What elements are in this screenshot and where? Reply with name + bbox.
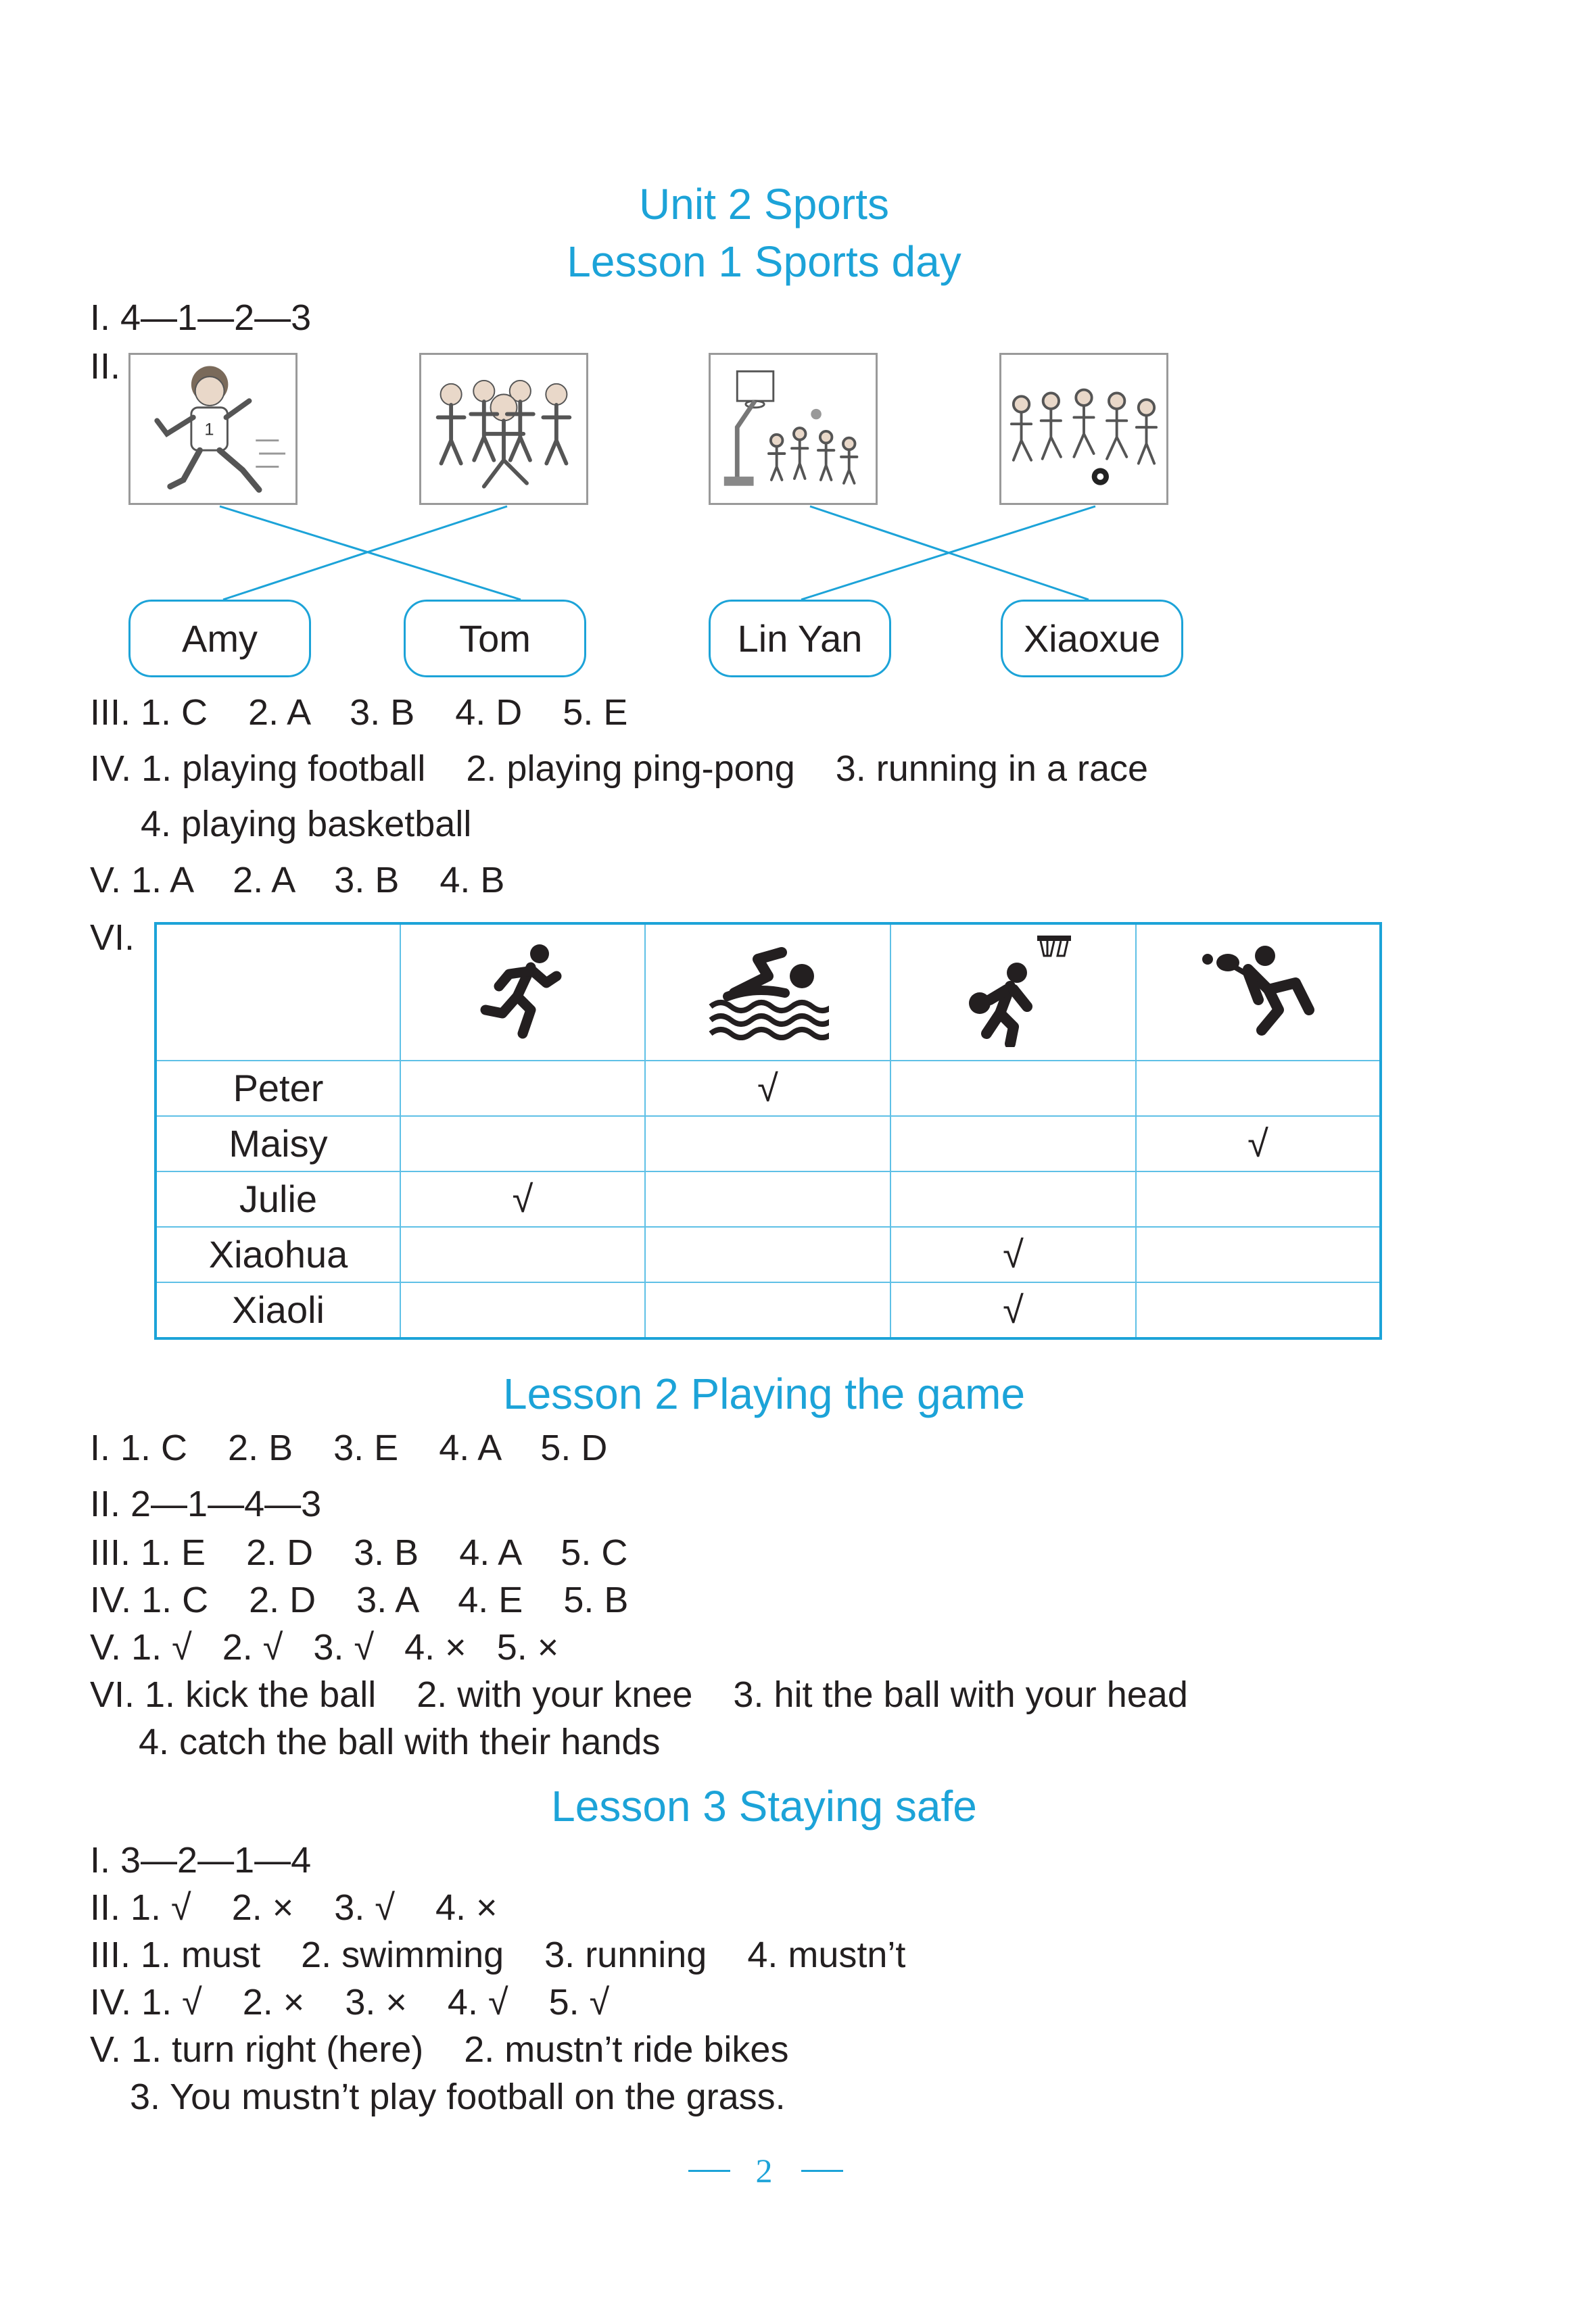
check-cell bbox=[400, 1227, 645, 1282]
matching-lines bbox=[0, 0, 1593, 608]
l1-q4-line2: 4. playing basketball bbox=[141, 804, 472, 844]
swimming-cell bbox=[645, 923, 890, 1061]
l2-line: III. 1. E 2. D 3. B 4. A 5. C bbox=[90, 1532, 628, 1573]
l3-line: I. 3—2—1—4 bbox=[90, 1840, 312, 1881]
swimming-icon bbox=[707, 939, 829, 1040]
l2-line: IV. 1. C 2. D 3. A 4. E 5. B bbox=[90, 1580, 629, 1620]
row-name: Xiaohua bbox=[156, 1227, 400, 1282]
check-cell bbox=[1136, 1171, 1381, 1227]
name-linyan: Lin Yan bbox=[737, 616, 863, 660]
name-amy: Amy bbox=[182, 616, 258, 660]
l3-line: III. 1. must 2. swimming 3. running 4. mustn’t bbox=[90, 1935, 906, 1975]
l1-q6-label: VI. bbox=[90, 917, 135, 958]
l1-q4-line1: IV. 1. playing football 2. playing ping-pong 3. running in a race bbox=[90, 748, 1149, 789]
l2-line: VI. 1. kick the ball 2. with your knee 3. hit the ball with your head bbox=[90, 1674, 1188, 1715]
page-number-rule-right bbox=[801, 2170, 843, 2172]
check-cell: √ bbox=[890, 1282, 1136, 1338]
l3-line: V. 1. turn right (here) 2. mustn’t ride bikes bbox=[90, 2029, 789, 2070]
table-row bbox=[156, 1171, 1381, 1227]
running-cell bbox=[400, 923, 645, 1061]
table-header-row bbox=[156, 923, 1381, 1061]
basketball-icon bbox=[953, 932, 1074, 1047]
page-number: 2 bbox=[755, 2152, 773, 2189]
table-row bbox=[156, 1227, 1381, 1282]
l1-q1: I. 4—1—2—3 bbox=[90, 297, 312, 338]
table-row bbox=[156, 1282, 1381, 1338]
check-cell bbox=[400, 1116, 645, 1171]
row-name: Xiaoli bbox=[156, 1282, 400, 1338]
check-cell bbox=[1136, 1061, 1381, 1116]
unit-title: Unit 2 Sports bbox=[639, 180, 889, 228]
name-box-linyan bbox=[709, 600, 891, 677]
check-cell bbox=[645, 1116, 890, 1171]
table-corner-cell bbox=[156, 923, 400, 1061]
svg-text:1: 1 bbox=[204, 420, 214, 439]
table-row bbox=[156, 1061, 1381, 1116]
check-cell: √ bbox=[645, 1061, 890, 1116]
lesson1-title: Lesson 1 Sports day bbox=[567, 237, 961, 286]
l3-line: II. 1. √ 2. × 3. √ 4. × bbox=[90, 1887, 498, 1928]
check-cell bbox=[890, 1061, 1136, 1116]
l1-q2-label: II. bbox=[90, 346, 121, 387]
check-cell bbox=[645, 1227, 890, 1282]
name-box-amy bbox=[128, 600, 311, 677]
lesson2-title: Lesson 2 Playing the game bbox=[502, 1370, 1026, 1418]
name-xiaoxue: Xiaoxue bbox=[1023, 616, 1161, 660]
table-row bbox=[156, 1116, 1381, 1171]
check-cell bbox=[890, 1171, 1136, 1227]
ping-pong-cell bbox=[1136, 923, 1381, 1061]
check-cell bbox=[645, 1282, 890, 1338]
check-cell bbox=[400, 1061, 645, 1116]
l2-line: II. 2—1—4—3 bbox=[90, 1484, 322, 1524]
row-name: Peter bbox=[156, 1061, 400, 1116]
row-name: Julie bbox=[156, 1171, 400, 1227]
basketball-cell bbox=[890, 923, 1136, 1061]
check-cell bbox=[1136, 1227, 1381, 1282]
check-cell bbox=[645, 1171, 890, 1227]
l1-q5: V. 1. A 2. A 3. B 4. B bbox=[90, 860, 505, 900]
l2-line: I. 1. C 2. B 3. E 4. A 5. D bbox=[90, 1428, 608, 1468]
l1-q3: III. 1. C 2. A 3. B 4. D 5. E bbox=[90, 692, 628, 733]
name-tom: Tom bbox=[459, 616, 531, 660]
name-box-tom bbox=[404, 600, 586, 677]
name-box-xiaoxue bbox=[1001, 600, 1183, 677]
check-cell bbox=[400, 1282, 645, 1338]
check-cell: √ bbox=[890, 1227, 1136, 1282]
match-line-football-linyan bbox=[801, 506, 1095, 600]
check-cell: √ bbox=[400, 1171, 645, 1227]
sports-table bbox=[154, 922, 1382, 1340]
lesson3-title: Lesson 3 Staying safe bbox=[551, 1782, 977, 1831]
check-cell bbox=[890, 1116, 1136, 1171]
row-name: Maisy bbox=[156, 1116, 400, 1171]
l3-line: 3. You mustn’t play football on the grass. bbox=[130, 2077, 786, 2117]
running-icon bbox=[475, 939, 570, 1040]
l2-line: V. 1. √ 2. √ 3. √ 4. × 5. × bbox=[90, 1627, 559, 1668]
check-cell bbox=[1136, 1282, 1381, 1338]
l3-line: IV. 1. √ 2. × 3. × 4. √ 5. √ bbox=[90, 1982, 610, 2023]
ping-pong-icon bbox=[1197, 936, 1319, 1044]
check-cell: √ bbox=[1136, 1116, 1381, 1171]
l2-line: 4. catch the ball with their hands bbox=[139, 1722, 661, 1762]
